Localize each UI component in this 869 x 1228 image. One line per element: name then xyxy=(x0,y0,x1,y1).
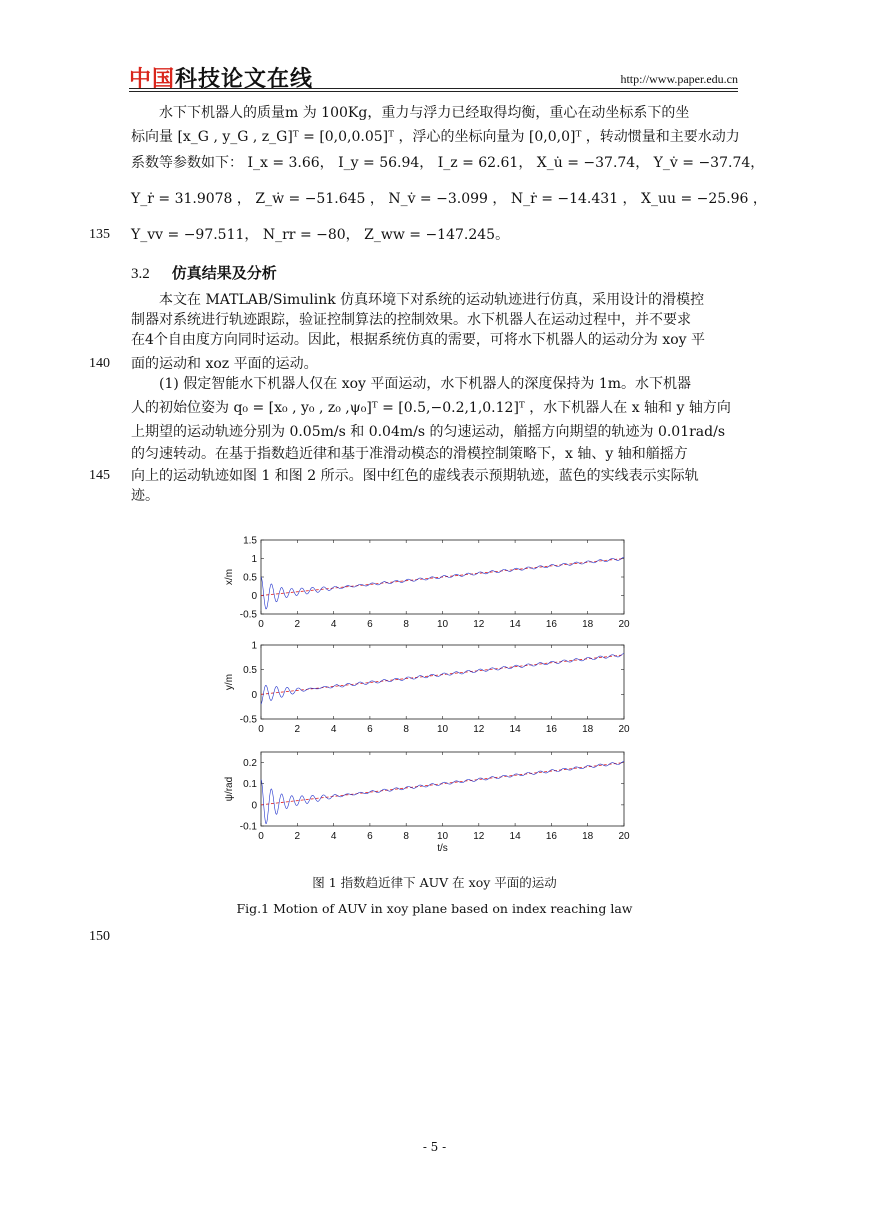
y-tick-label: -0.1 xyxy=(239,821,257,833)
desired-trajectory-line xyxy=(261,655,624,694)
text-line: Y_vv = −97.511， N_rr = −80， Z_ww = −147.245。 xyxy=(131,227,510,243)
x-tick-label: 8 xyxy=(403,724,409,735)
y-tick-label: 0.5 xyxy=(243,665,257,677)
desired-trajectory-line xyxy=(261,763,624,805)
y-tick-label: -0.5 xyxy=(239,714,257,726)
header-url[interactable]: http://www.paper.edu.cn xyxy=(620,72,738,86)
x-tick-label: 20 xyxy=(618,619,630,630)
text-line: Y_ṙ = 31.9078 ， Z_ẇ = −51.645 ， N_v̇ = −3.099 ， N_ṙ = −14.431 ， X_uu = −25.96 ， xyxy=(131,191,767,207)
text-line: 水下下机器人的质量m 为 100Kg，重力与浮力已经取得均衡，重心在动坐标系下的坐 xyxy=(159,105,690,121)
plot-frame xyxy=(261,645,624,719)
y-tick-label: 0 xyxy=(251,591,257,602)
x-tick-label: 14 xyxy=(509,724,521,735)
text-line: 的匀速转动。在基于指数趋近律和基于准滑动模态的滑模控制策略下，x 轴、y 轴和艏摇方 xyxy=(131,446,688,462)
text-line: 上期望的运动轨迹分别为 0.05m/s 和 0.04m/s 的匀速运动，艏摇方向期望的轨迹为 0.01rad/s xyxy=(131,424,726,440)
plot-frame xyxy=(261,540,624,614)
x-tick-label: 14 xyxy=(509,619,521,630)
x-tick-label: 10 xyxy=(436,831,449,842)
x-tick-label: 0 xyxy=(258,619,264,630)
text-line: 制器对系统进行轨迹跟踪，验证控制算法的控制效果。水下机器人在运动过程中，并不要求 xyxy=(131,312,691,328)
x-tick-label: 18 xyxy=(582,619,594,630)
text-line: 迹。 xyxy=(131,488,159,504)
x-tick-label: 16 xyxy=(545,724,557,735)
line-number: 145 xyxy=(89,468,110,483)
x-tick-label: 14 xyxy=(509,831,521,842)
y-tick-label: -0.5 xyxy=(239,609,257,621)
x-tick-label: 2 xyxy=(294,619,301,630)
text-line: 系数等参数如下： I_x = 3.66， I_y = 56.94， I_z = 62.61， X_u̇ = −37.74， Y_v̇ = −37.74， xyxy=(131,155,765,171)
header-rule xyxy=(129,88,738,89)
x-tick-label: 4 xyxy=(330,619,337,630)
header-rule-thin xyxy=(129,91,738,92)
text-line: 在4个自由度方向同时运动。因此，根据系统仿真的需要，可将水下机器人的运动分为 xoy 平 xyxy=(131,332,706,348)
y-tick-label: 0 xyxy=(251,800,257,812)
x-tick-label: 2 xyxy=(294,831,301,842)
y-axis-label: y/m xyxy=(224,673,235,691)
text-line: 人的初始位姿为 q₀ = [x₀ , y₀ , z₀ ,ψ₀]ᵀ = [0.5,−0.2,1,0.12]ᵀ ，水下机器人在 x 轴和 y 轴方向 xyxy=(131,400,731,416)
x-tick-label: 12 xyxy=(473,619,485,630)
x-tick-label: 4 xyxy=(330,831,337,842)
figure-caption-cn: 图 1 指数趋近律下 AUV 在 xoy 平面的运动 xyxy=(312,875,557,890)
journal-logo: 中国科技论文在线 xyxy=(129,67,314,92)
x-tick-label: 18 xyxy=(582,724,594,735)
x-tick-label: 2 xyxy=(294,724,301,735)
text-line: 标向量 [x_G , y_G , z_G]ᵀ = [0,0,0.05]ᵀ ，浮心的坐标向量为 [0,0,0]ᵀ ，转动惯量和主要水动力 xyxy=(131,129,740,145)
x-tick-label: 4 xyxy=(330,724,337,735)
x-tick-label: 12 xyxy=(473,831,485,842)
line-number: 150 xyxy=(89,929,110,944)
x-tick-label: 20 xyxy=(618,724,630,735)
actual-trajectory-line xyxy=(261,654,624,705)
x-tick-label: 6 xyxy=(367,619,373,630)
actual-trajectory-line xyxy=(261,761,624,823)
section-heading: 3.2 仿真结果及分析 xyxy=(131,264,277,282)
plot-frame xyxy=(261,752,624,826)
x-tick-label: 6 xyxy=(367,724,373,735)
x-tick-label: 0 xyxy=(258,724,264,735)
x-tick-label: 8 xyxy=(403,619,409,630)
x-tick-label: 18 xyxy=(582,831,594,842)
text-line: 面的运动和 xoz 平面的运动。 xyxy=(131,356,318,372)
desired-trajectory-line xyxy=(261,559,624,596)
x-tick-label: 8 xyxy=(403,831,409,842)
x-tick-label: 6 xyxy=(367,831,373,842)
y-tick-label: 1 xyxy=(251,640,257,652)
y-tick-label: 0 xyxy=(251,689,257,701)
text-line: (1) 假定智能水下机器人仅在 xoy 平面运动，水下机器人的深度保持为 1m。水下机器 xyxy=(159,376,692,392)
y-axis-label: x/m xyxy=(224,568,235,586)
x-tick-label: 0 xyxy=(258,831,264,842)
text-line: 本文在 MATLAB/Simulink 仿真环境下对系统的运动轨迹进行仿真，采用设计的滑模控 xyxy=(159,292,705,308)
x-tick-label: 16 xyxy=(545,619,557,630)
x-tick-label: 16 xyxy=(545,831,557,842)
y-tick-label: 0.5 xyxy=(243,572,257,584)
y-tick-label: 0.2 xyxy=(243,758,257,770)
y-tick-label: 1 xyxy=(251,554,257,565)
line-number: 135 xyxy=(89,227,110,242)
y-axis-label: ψ/rad xyxy=(224,776,235,802)
text-line: 向上的运动轨迹如图 1 和图 2 所示。图中红色的虚线表示预期轨迹，蓝色的实线表示实际轨 xyxy=(131,468,699,484)
x-tick-label: 12 xyxy=(473,724,485,735)
y-tick-label: 1.5 xyxy=(243,535,257,547)
figure-caption-en: Fig.1 Motion of AUV in xoy plane based on index reaching law xyxy=(236,901,633,916)
y-tick-label: 0.1 xyxy=(243,779,257,791)
x-tick-label: 20 xyxy=(618,831,630,842)
x-axis-label: t/s xyxy=(437,843,448,854)
line-number: 140 xyxy=(89,356,110,371)
actual-trajectory-line xyxy=(261,557,624,609)
page-number: - 5 - xyxy=(422,1140,447,1154)
x-tick-label: 10 xyxy=(436,619,449,630)
x-tick-label: 10 xyxy=(436,724,449,735)
